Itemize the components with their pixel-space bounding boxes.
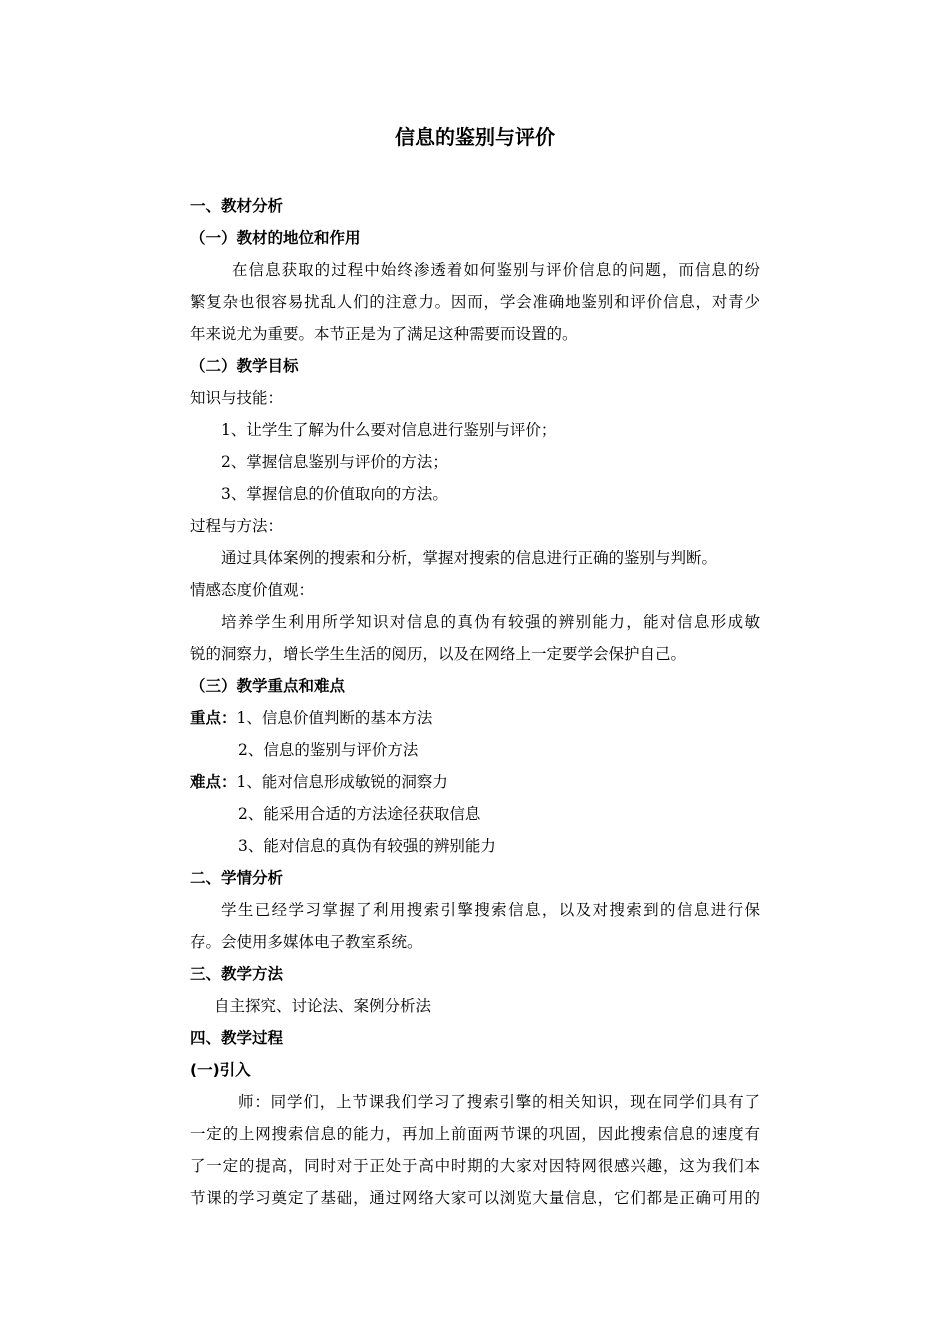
section-heading-4: 四、教学过程	[190, 1029, 284, 1047]
paragraph-line: 存。会使用多媒体电子教室系统。	[190, 933, 423, 951]
section-heading-3: 三、教学方法	[190, 965, 284, 983]
list-item: 1、信息价值判断的基本方法	[236, 709, 433, 727]
list-item: 3、掌握信息的价值取向的方法。	[221, 485, 448, 503]
paragraph-line: 培养学生利用所学知识对信息的真伪有较强的辨别能力，能对信息形成敏	[221, 613, 760, 631]
key-label: 重点：	[190, 709, 237, 727]
method-text: 自主探究、讨论法、案例分析法	[214, 997, 432, 1015]
process-text: 通过具体案例的搜索和分析，掌握对搜索的信息进行正确的鉴别与判断。	[221, 549, 718, 567]
subheading-1-1: （一）教材的地位和作用	[190, 229, 361, 247]
emotion-label: 情感态度价值观：	[190, 581, 315, 599]
difficult-points-line	[190, 772, 770, 792]
document-title: 信息的鉴别与评价	[395, 125, 555, 149]
difficulty-label: 难点：	[190, 773, 237, 791]
knowledge-label: 知识与技能：	[190, 389, 284, 407]
paragraph-line: 年来说尤为重要。本节正是为了满足这种需要而设置的。	[190, 325, 578, 343]
paragraph-line: 锐的洞察力，增长学生生活的阅历，以及在网络上一定要学会保护自己。	[190, 645, 687, 663]
list-item: 3、能对信息的真伪有较强的辨别能力	[238, 837, 496, 855]
paragraph-line: 学生已经学习掌握了利用搜索引擎搜索信息，以及对搜索到的信息进行保	[221, 901, 760, 919]
section-heading-2: 二、学情分析	[190, 869, 284, 887]
section-heading-1: 一、教材分析	[190, 197, 284, 215]
key-points-line	[190, 708, 770, 728]
list-item: 1、让学生了解为什么要对信息进行鉴别与评价；	[221, 421, 557, 439]
paragraph-line: 节课的学习奠定了基础，通过网络大家可以浏览大量信息，它们都是正确可用的	[190, 1189, 760, 1207]
paragraph-line: 在信息获取的过程中始终渗透着如何鉴别与评价信息的问题，而信息的纷	[231, 261, 760, 279]
list-item: 2、信息的鉴别与评价方法	[238, 741, 419, 759]
list-item: 1、能对信息形成敏锐的洞察力	[236, 773, 448, 791]
subheading-4-1: (一)引入	[190, 1061, 251, 1079]
paragraph-line: 繁复杂也很容易扰乱人们的注意力。因而，学会准确地鉴别和评价信息，对青少	[190, 293, 760, 311]
paragraph-line: 师：同学们，上节课我们学习了搜索引擎的相关知识，现在同学们具有了	[238, 1093, 760, 1111]
process-label: 过程与方法：	[190, 517, 284, 535]
list-item: 2、能采用合适的方法途径获取信息	[238, 805, 481, 823]
list-item: 2、掌握信息鉴别与评价的方法；	[221, 453, 448, 471]
paragraph-line: 了一定的提高，同时对于正处于高中时期的大家对因特网很感兴趣，这为我们本	[190, 1157, 760, 1175]
subheading-1-3: （三）教学重点和难点	[190, 677, 346, 695]
paragraph-line: 一定的上网搜索信息的能力，再加上前面两节课的巩固，因此搜索信息的速度有	[190, 1125, 760, 1143]
subheading-1-2: （二）教学目标	[190, 357, 299, 375]
